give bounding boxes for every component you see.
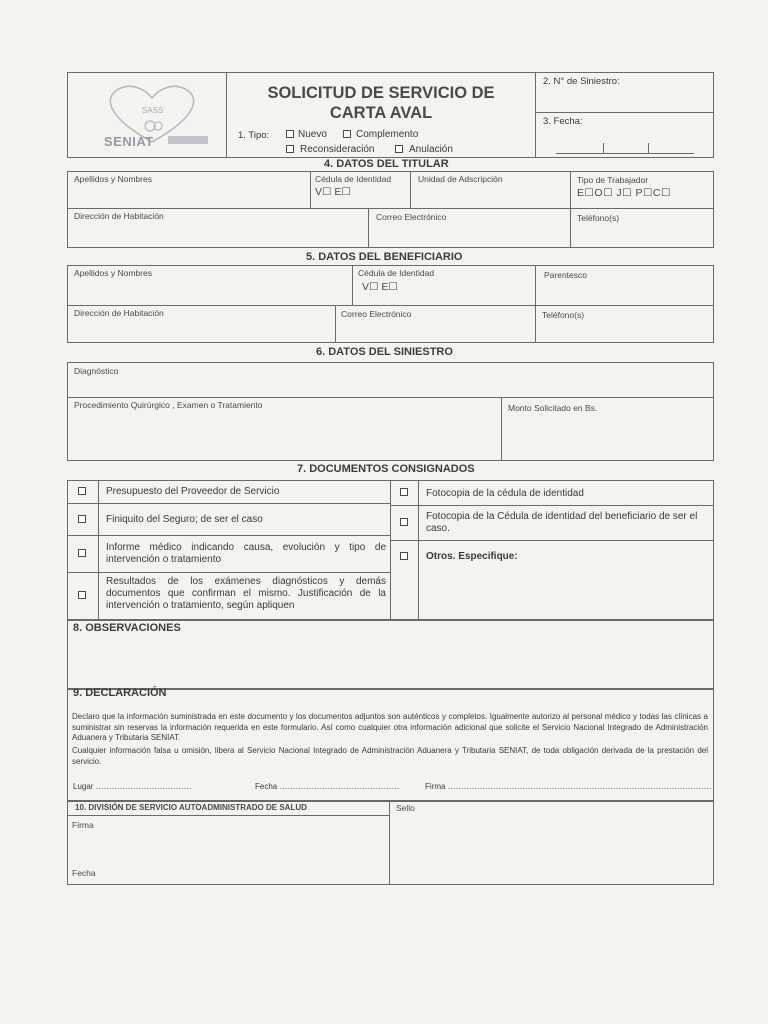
siniestro-procedimiento-label: Procedimiento Quirúrgico , Examen o Tratamiento	[74, 400, 263, 410]
siniestro-diagnostico-label: Diagnóstico	[74, 366, 119, 376]
doc-presupuesto-label: Presupuesto del Proveedor de Servicio	[106, 486, 280, 497]
beneficiario-telefono-label: Teléfono(s)	[542, 310, 585, 320]
tipo-reconsideracion-checkbox[interactable]	[286, 145, 294, 153]
logo-brand-text: SENIAT	[104, 134, 154, 149]
tipo-complemento-checkbox[interactable]	[343, 130, 351, 138]
titular-col-4	[368, 208, 369, 248]
tipo-anulacion-label: Anulación	[409, 144, 453, 155]
titular-correo-label: Correo Electrónico	[376, 212, 447, 222]
declaracion-paragraph-2: Cualquier información falsa u omisión, libera al Servicio Nacional Integrado de Administración Aduanera y Tributaria SENIAT, de toda obligación derivada de la prestación del servicio.	[72, 746, 708, 766]
documentos-heading: 7. DOCUMENTOS CONSIGNADOS	[297, 463, 475, 475]
titular-apellidos-label: Apellidos y Nombres	[74, 174, 152, 184]
fecha-label: 3. Fecha:	[543, 116, 583, 127]
logo-sass-text: SASS	[142, 106, 164, 115]
beneficiario-col-3	[335, 305, 336, 343]
titular-unidad-label: Unidad de Adscripción	[418, 174, 503, 184]
beneficiario-correo-label: Correo Electrónico	[341, 309, 412, 319]
form-title-line2: CARTA AVAL	[329, 104, 433, 122]
doc-resultados-checkbox[interactable]	[78, 591, 86, 599]
declaracion-fecha-field[interactable]: Fecha ………………………………………	[255, 782, 400, 791]
titular-direccion-label: Dirección de Habitación	[74, 211, 164, 221]
beneficiario-cedula-options[interactable]: V☐ E☐	[362, 281, 398, 293]
declaracion-paragraph-1: Declaro que la información suministrada en este documento y los documentos adjuntos son auténticos y completos. Igualmente autorizo al personal médico y todas las clínicas a suministrar sin reservas la información requerida en este formulario. Así como cualquier otra información adicional que solicite el Servicio Nacional Integrado de Administración Aduanera y Tributaria SENIAT.	[72, 712, 708, 742]
tipo-reconsideracion-label: Reconsideración	[300, 144, 375, 155]
declaracion-heading: 9. DECLARACIÓN	[73, 687, 167, 699]
doc-finiquito-checkbox[interactable]	[78, 515, 86, 523]
beneficiario-col-2	[535, 265, 536, 343]
doc-otros-label: Otros. Especifique:	[426, 551, 518, 562]
documentos-left-row-2	[67, 535, 390, 536]
documentos-mid	[390, 480, 391, 620]
header-divider-right	[535, 72, 536, 158]
fecha-input-line[interactable]	[556, 153, 694, 154]
division-col	[389, 801, 390, 885]
titular-tipo-trabajador-options[interactable]: E☐O☐ J☐ P☐C☐	[577, 187, 671, 199]
titular-col-1	[310, 171, 311, 208]
division-frame	[67, 801, 714, 885]
division-heading: 10. DIVISIÓN DE SERVICIO AUTOADMINISTRADO DE SALUD	[75, 803, 307, 812]
documentos-right-row-1	[390, 505, 714, 506]
fecha-separator-1	[603, 143, 604, 153]
doc-informe-label: Informe médico indicando causa, evolución y tipo de intervención o tratamiento	[106, 542, 386, 565]
doc-informe-checkbox[interactable]	[78, 549, 86, 557]
declaracion-lugar-field[interactable]: Lugar ………………………………	[73, 782, 192, 791]
beneficiario-parentesco-label: Parentesco	[544, 270, 587, 280]
siniestro-col-1	[501, 397, 502, 461]
doc-fotocopia-cedula-label: Fotocopia de la cédula de identidad	[426, 488, 584, 499]
beneficiario-apellidos-label: Apellidos y Nombres	[74, 268, 152, 278]
titular-col-2	[410, 171, 411, 208]
form-title-line1: SOLICITUD DE SERVICIO DE	[267, 84, 495, 102]
doc-finiquito-label: Finiquito del Seguro; de ser el caso	[106, 514, 263, 525]
seniat-logo	[92, 80, 212, 152]
division-fecha-label: Fecha	[72, 868, 96, 878]
documentos-right-cbcol	[418, 480, 419, 620]
beneficiario-row-divider	[67, 305, 714, 306]
siniestro-monto-label: Monto Solicitado en Bs.	[508, 403, 598, 413]
doc-fotocopia-cedula-checkbox[interactable]	[400, 488, 408, 496]
header-divider-siniestro	[535, 112, 714, 113]
header-divider-left	[226, 72, 227, 158]
siniestro-heading: 6. DATOS DEL SINIESTRO	[316, 346, 453, 358]
documentos-left-cbcol	[98, 480, 99, 620]
titular-cedula-label: Cédula de Identidad	[315, 174, 392, 184]
siniestro-row-divider	[67, 397, 714, 398]
fecha-separator-2	[648, 143, 649, 153]
tipo-nuevo-label: Nuevo	[298, 129, 327, 140]
doc-fotocopia-beneficiario-label: Fotocopia de la Cédula de identidad del beneficiario de ser el caso.	[426, 511, 698, 534]
division-header-line	[67, 815, 389, 816]
division-firma-label: Firma	[72, 820, 94, 830]
doc-otros-checkbox[interactable]	[400, 552, 408, 560]
doc-resultados-label: Resultados de los exámenes diagnósticos y demás documentos que confirman el mismo. Justificación de la intervención o tratamiento, según apliquen	[106, 576, 386, 611]
titular-cedula-options[interactable]: V☐ E☐	[315, 186, 351, 198]
tipo-nuevo-checkbox[interactable]	[286, 130, 294, 138]
declaracion-firma-field[interactable]: Firma ………………………………………………………………………………………	[425, 782, 712, 791]
documentos-left-row-3	[67, 572, 390, 573]
division-sello-label: Sello	[396, 803, 415, 813]
titular-col-3	[570, 171, 571, 248]
siniestro-label: 2. N° de Siniestro:	[543, 76, 620, 87]
tipo-complemento-label: Complemento	[356, 129, 419, 140]
beneficiario-col-1	[352, 265, 353, 305]
beneficiario-cedula-label: Cédula de Identidad	[358, 268, 435, 278]
documentos-right-row-2	[390, 540, 714, 541]
tipo-label: 1. Tipo:	[238, 130, 270, 141]
doc-presupuesto-checkbox[interactable]	[78, 487, 86, 495]
titular-heading: 4. DATOS DEL TITULAR	[324, 158, 449, 170]
beneficiario-direccion-label: Dirección de Habitación	[74, 308, 164, 318]
siniestro-frame	[67, 362, 714, 461]
titular-telefono-label: Teléfono(s)	[577, 213, 620, 223]
tipo-anulacion-checkbox[interactable]	[395, 145, 403, 153]
documentos-left-row-1	[67, 503, 390, 504]
observaciones-heading: 8. OBSERVACIONES	[73, 622, 181, 634]
titular-row-divider	[67, 208, 714, 209]
doc-fotocopia-beneficiario-checkbox[interactable]	[400, 518, 408, 526]
titular-tipo-trabajador-label: Tipo de Trabajador	[577, 175, 649, 185]
beneficiario-heading: 5. DATOS DEL BENEFICIARIO	[306, 251, 463, 263]
